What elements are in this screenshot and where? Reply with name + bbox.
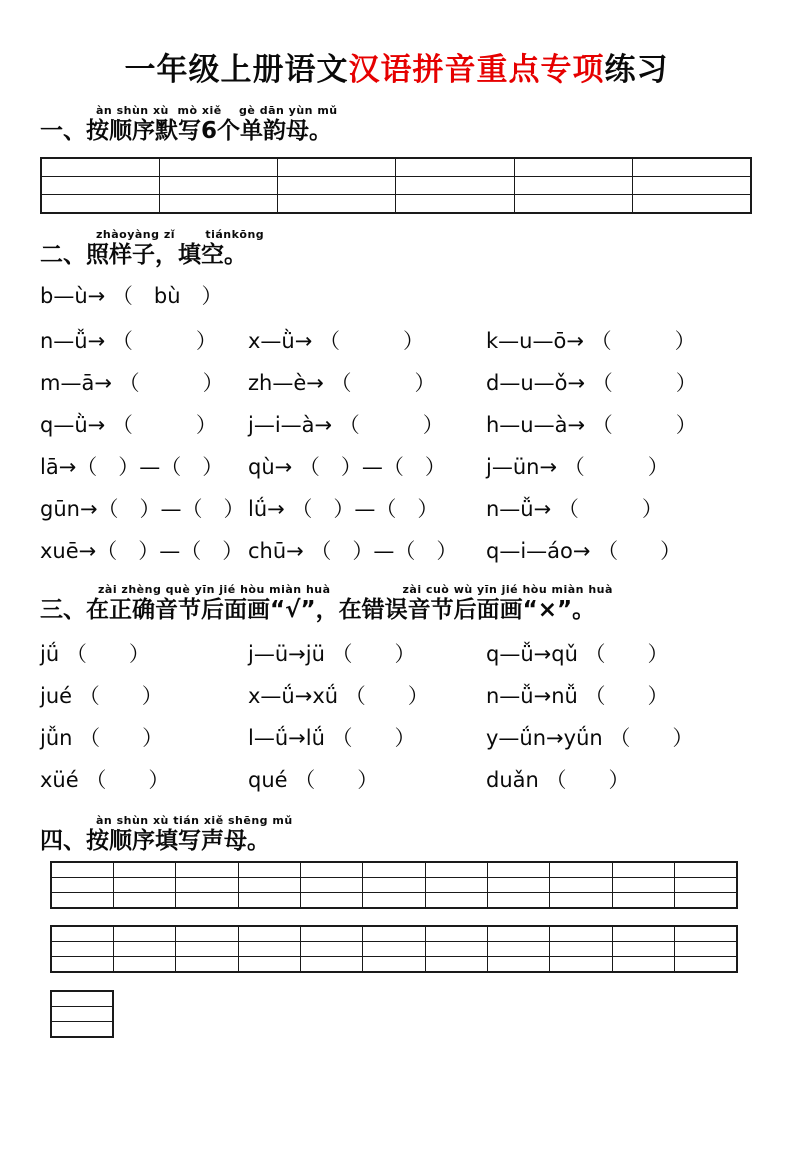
exercise-item: y—ǘn→yǘn （ ） xyxy=(486,726,694,750)
exercise-item: k—u—ō→ （ ） xyxy=(486,329,696,353)
answer-cell xyxy=(396,158,514,177)
exercise-item: jǘ （ ） xyxy=(40,642,150,666)
answer-cell xyxy=(176,862,238,878)
answer-cell xyxy=(51,878,113,893)
section-2-pinyin: zhàoyàng zǐ tiánkōng xyxy=(96,228,265,241)
exercise-item: q—ǜ→ （ ） xyxy=(40,413,217,437)
exercise-item: zh—è→ （ ） xyxy=(248,371,436,395)
section-2 xyxy=(40,229,753,571)
answer-cell xyxy=(514,195,632,214)
exercise-row xyxy=(40,758,753,800)
answer-cell xyxy=(488,942,550,957)
answer-cell xyxy=(159,177,277,195)
exercise-item: qué （ ） xyxy=(248,768,379,792)
answer-table-row xyxy=(41,177,751,195)
answer-cell xyxy=(300,878,362,893)
answer-cell xyxy=(488,878,550,893)
answer-table-row xyxy=(51,926,737,942)
exercise-item: xüé （ ） xyxy=(40,768,170,792)
answer-cell xyxy=(612,893,674,909)
exercise-row xyxy=(40,403,753,445)
answer-cell xyxy=(488,926,550,942)
answer-cell xyxy=(675,893,737,909)
answer-table-row xyxy=(41,195,751,214)
answer-cell xyxy=(363,862,425,878)
answer-table-row xyxy=(51,878,737,893)
exercise-row xyxy=(40,716,753,758)
answer-cell xyxy=(675,957,737,973)
answer-cell xyxy=(278,177,396,195)
worksheet-page xyxy=(0,44,793,1038)
answer-cell xyxy=(396,177,514,195)
answer-cell xyxy=(41,177,159,195)
answer-cell xyxy=(238,893,300,909)
section-3-exercises xyxy=(40,632,753,800)
example-item: b—ù→ （ bù ） xyxy=(40,284,223,308)
answer-cell xyxy=(425,862,487,878)
answer-cell xyxy=(363,957,425,973)
answer-cell xyxy=(238,878,300,893)
exercise-item: n—ǚ→nǚ （ ） xyxy=(486,684,669,708)
answer-cell xyxy=(176,926,238,942)
exercise-row xyxy=(40,487,753,529)
page-title xyxy=(40,44,753,89)
title-part-black1: 一年级上册语文 xyxy=(124,52,349,88)
exercise-item: q—i—áo→ （ ） xyxy=(486,539,682,563)
answer-cell xyxy=(425,957,487,973)
answer-table-initials-3 xyxy=(50,990,114,1038)
answer-cell xyxy=(300,862,362,878)
exercise-item: j—ün→ （ ） xyxy=(486,455,669,479)
exercise-row xyxy=(40,319,753,361)
answer-cell xyxy=(396,195,514,214)
answer-table-row xyxy=(51,1022,113,1038)
exercise-item: qù→ （ ）—（ ） xyxy=(248,455,446,479)
answer-cell xyxy=(363,942,425,957)
exercise-item: chū→ （ ）—（ ） xyxy=(248,539,458,563)
answer-cell xyxy=(238,957,300,973)
exercise-item: n—ǚ→ （ ） xyxy=(486,497,663,521)
answer-cell xyxy=(51,1022,113,1038)
answer-cell xyxy=(238,926,300,942)
answer-cell xyxy=(300,942,362,957)
answer-table-row xyxy=(51,1007,113,1022)
answer-cell xyxy=(550,926,612,942)
section-4-heading: 四、按顺序填写声母。 xyxy=(40,828,270,854)
answer-cell xyxy=(550,942,612,957)
answer-cell xyxy=(425,942,487,957)
answer-cell xyxy=(514,158,632,177)
answer-cell xyxy=(41,195,159,214)
exercise-item: q—ǚ→qǔ （ ） xyxy=(486,642,669,666)
section-1 xyxy=(40,105,753,214)
answer-cell xyxy=(612,862,674,878)
title-part-black2: 练习 xyxy=(604,52,669,88)
exercise-row xyxy=(40,632,753,674)
answer-cell xyxy=(612,957,674,973)
answer-cell xyxy=(633,158,751,177)
exercise-item: gūn→（ ）—（ ） xyxy=(40,497,245,521)
exercise-row xyxy=(40,529,753,571)
exercise-item: x—ǜ→ （ ） xyxy=(248,329,425,353)
exercise-item: duǎn （ ） xyxy=(486,768,630,792)
section-2-heading: 二、照样子，填空。 xyxy=(40,242,247,268)
answer-cell xyxy=(550,957,612,973)
exercise-row xyxy=(40,445,753,487)
exercise-row xyxy=(40,361,753,403)
answer-cell xyxy=(300,957,362,973)
section-2-exercises xyxy=(40,319,753,571)
answer-cell xyxy=(425,926,487,942)
answer-table-row xyxy=(51,991,113,1007)
answer-cell xyxy=(278,195,396,214)
answer-cell xyxy=(113,957,175,973)
exercise-item: xuē→（ ）—（ ） xyxy=(40,539,244,563)
answer-cell xyxy=(550,878,612,893)
answer-table-row xyxy=(51,957,737,973)
section-3 xyxy=(40,584,753,800)
title-part-red: 汉语拼音重点专项 xyxy=(348,52,605,88)
answer-cell xyxy=(51,957,113,973)
answer-cell xyxy=(176,957,238,973)
answer-cell xyxy=(113,862,175,878)
answer-cell xyxy=(41,158,159,177)
answer-table-initials-1 xyxy=(50,861,738,909)
answer-cell xyxy=(612,926,674,942)
answer-cell xyxy=(113,893,175,909)
answer-table-initials-2 xyxy=(50,925,738,973)
section-1-heading: 一、按顺序默写6个单韵母。 xyxy=(40,118,333,144)
exercise-item: jué （ ） xyxy=(40,684,163,708)
answer-cell xyxy=(675,862,737,878)
answer-cell xyxy=(514,177,632,195)
answer-cell xyxy=(159,158,277,177)
section-3-heading: 三、在正确音节后面画“√”，在错误音节后面画“×”。 xyxy=(40,597,596,623)
answer-cell xyxy=(550,893,612,909)
answer-cell xyxy=(159,195,277,214)
answer-cell xyxy=(612,878,674,893)
section-3-pinyin-wrong: zài cuò wù yīn jié hòu miàn huà xyxy=(402,583,613,596)
answer-cell xyxy=(113,878,175,893)
exercise-row xyxy=(40,674,753,716)
answer-cell xyxy=(176,942,238,957)
answer-cell xyxy=(176,893,238,909)
answer-cell xyxy=(488,957,550,973)
answer-cell xyxy=(633,177,751,195)
exercise-item: lǘ→ （ ）—（ ） xyxy=(248,497,439,521)
section-4-pinyin: àn shùn xù tián xiě shēng mǔ xyxy=(96,814,293,827)
answer-table-row xyxy=(51,893,737,909)
section-1-pinyin: àn shùn xù mò xiě gè dān yùn mǔ xyxy=(96,104,338,117)
exercise-item: j—ü→jü （ ） xyxy=(248,642,416,666)
answer-cell xyxy=(550,862,612,878)
answer-cell xyxy=(675,926,737,942)
exercise-item: n—ǚ→ （ ） xyxy=(40,329,217,353)
answer-cell xyxy=(51,926,113,942)
answer-table-row xyxy=(51,862,737,878)
answer-cell xyxy=(51,991,113,1007)
section-3-pinyin-correct: zài zhèng què yīn jié hòu miàn huà xyxy=(98,583,331,596)
answer-cell xyxy=(51,1007,113,1022)
answer-cell xyxy=(633,195,751,214)
answer-cell xyxy=(675,878,737,893)
answer-cell xyxy=(363,878,425,893)
answer-cell xyxy=(113,942,175,957)
answer-cell xyxy=(300,926,362,942)
answer-cell xyxy=(363,926,425,942)
answer-table-row xyxy=(41,158,751,177)
exercise-item: m—ā→ （ ） xyxy=(40,371,224,395)
answer-cell xyxy=(176,878,238,893)
answer-cell xyxy=(278,158,396,177)
answer-cell xyxy=(238,942,300,957)
exercise-item: jǚn （ ） xyxy=(40,726,164,750)
answer-cell xyxy=(488,893,550,909)
exercise-item: l—ǘ→lǘ （ ） xyxy=(248,726,416,750)
exercise-item: x—ǘ→xǘ （ ） xyxy=(248,684,429,708)
answer-cell xyxy=(51,893,113,909)
answer-cell xyxy=(425,893,487,909)
answer-cell xyxy=(488,862,550,878)
answer-cell xyxy=(612,942,674,957)
exercise-item: j—i—à→ （ ） xyxy=(248,413,444,437)
answer-cell xyxy=(238,862,300,878)
answer-table-row xyxy=(51,942,737,957)
answer-cell xyxy=(300,893,362,909)
section-4 xyxy=(40,815,753,1038)
answer-cell xyxy=(51,942,113,957)
exercise-item: lā→（ ）—（ ） xyxy=(40,455,224,479)
exercise-item: h—u—à→ （ ） xyxy=(486,413,697,437)
answer-cell xyxy=(51,862,113,878)
answer-cell xyxy=(425,878,487,893)
answer-cell xyxy=(113,926,175,942)
answer-cell xyxy=(675,942,737,957)
answer-table-vowels xyxy=(40,157,752,214)
exercise-item: d—u—ǒ→ （ ） xyxy=(486,371,697,395)
answer-cell xyxy=(363,893,425,909)
section-3-pinyin xyxy=(40,584,753,596)
